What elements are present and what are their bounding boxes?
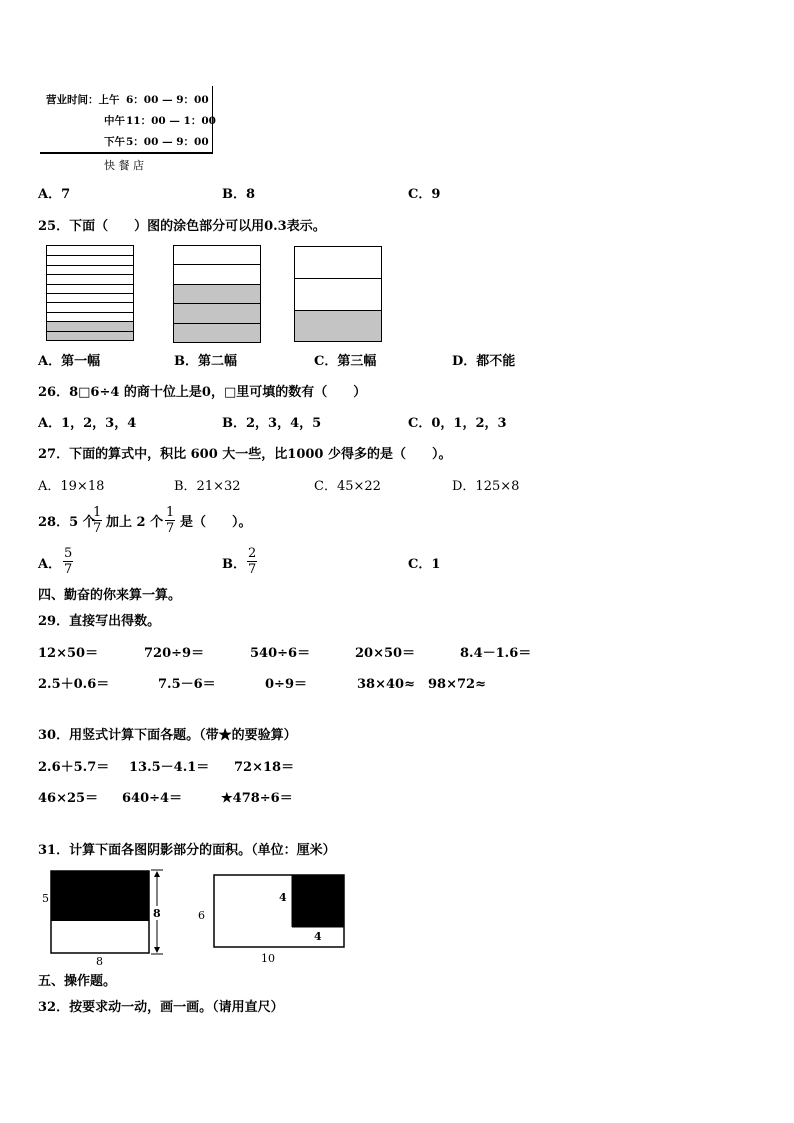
shaded-rectangle [51,871,149,921]
q28-stem-middle: 加上 2 个 [106,515,164,530]
q28-option-a-label[interactable]: A． [38,557,62,572]
bottom-length-label: 8 [96,955,103,966]
q30-item: ★478÷6＝ [221,791,293,806]
q28-stem-end: 是（ ）。 [180,515,252,530]
figure-one-shaded-strip [47,331,133,340]
figure-one-shaded-strip [47,321,133,330]
q25-option-d[interactable]: D．都不能 [452,354,516,369]
figure-one-strip [47,284,133,293]
figure-three-strip [295,278,381,310]
height-label: 6 [198,909,205,922]
q24-option-b[interactable]: B．8 [222,187,256,202]
figure-one-strip [47,312,133,321]
q29-item: 720÷9＝ [144,646,205,661]
q29-item: 20×50＝ [355,646,416,661]
arrow-down-icon [154,947,160,953]
q31-figure-one [40,866,170,966]
q28-option-c[interactable]: C．1 [408,557,441,572]
q32-stem: 32．按要求动一动，画一画。（请用直尺） [38,1000,284,1015]
q31-stem: 31．计算下面各图阴影部分的面积。（单位：厘米） [38,843,336,858]
fraction-numerator: 2 [248,546,257,561]
q25-stem: 25．下面（ ）图的涂色部分可以用0.3表示。 [38,219,326,234]
morning-hours: 6：00 — 9：00 [126,94,209,106]
noon-label: 中午 [104,115,125,127]
fraction-numerator: 5 [64,546,73,561]
q30-item: 72×18＝ [234,760,295,775]
q26-option-b[interactable]: B．2，3，4，5 [222,416,322,431]
q30-item: 2.6＋5.7＝ [38,760,110,775]
figure-one-strip [47,265,133,274]
q29-stem: 29．直接写出得数。 [38,614,161,629]
fraction-denominator: 7 [248,562,257,577]
hours-label: 营业时间：上午 [46,94,120,106]
inner-top-label: 4 [279,891,287,904]
shop-name: 快 餐 店 [104,159,144,172]
fraction-denominator: 7 [64,562,73,577]
q30-stem: 30．用竖式计算下面各题。（带★的要验算） [38,728,297,743]
figure-two-shaded-strip [174,323,260,342]
side-length-label: 5 [42,892,49,905]
figure-two-shaded-strip [174,284,260,303]
fraction-numerator: 1 [166,505,175,520]
figure-one-strip [47,255,133,264]
q28-fraction-one [92,505,102,536]
q28-option-b-label[interactable]: B． [222,557,246,572]
q25-figure-one [46,245,134,341]
figure-one-strip [47,302,133,311]
q29-item: 8.4－1.6＝ [460,646,532,661]
q29-item: 12×50＝ [38,646,99,661]
q27-stem: 27．下面的算式中，积比 600 大一些，比1000 少得多的是（ ）。 [38,447,452,462]
q29-item: 98×72≈ [428,677,486,692]
q26-option-a[interactable]: A．1，2，3，4 [38,416,137,431]
q26-stem: 26．8□6÷4 的商十位上是0，□里可填的数有（ ） [38,385,367,400]
q26-option-c[interactable]: C．0，1，2，3 [408,416,507,431]
q29-item: 0÷9＝ [265,677,307,692]
q27-option-b[interactable]: B．21×32 [174,479,241,494]
figure-three-shaded-strip [295,310,381,341]
q30-item: 13.5－4.1＝ [129,760,210,775]
q29-item: 38×40≈ [357,677,415,692]
q28-stem-start: 28．5 个 [38,515,96,530]
q25-option-c[interactable]: C．第三幅 [314,354,377,369]
q28-option-b-fraction[interactable] [247,546,257,577]
q25-figure-three [294,246,382,342]
arrow-up-icon [154,871,160,877]
q30-item: 640÷4＝ [122,791,183,806]
shaded-square [292,875,344,927]
figure-one-strip [47,274,133,283]
section-five-heading: 五、操作题。 [38,974,117,989]
section-four-heading: 四、勤奋的你来算一算。 [38,588,182,603]
q28-option-a-fraction[interactable] [63,546,73,577]
q28-fraction-two [165,505,175,536]
fraction-denominator: 7 [93,521,102,536]
noon-hours: 11：00 — 1：00 [126,115,216,127]
business-hours-box [40,86,216,154]
afternoon-label: 下午 [104,136,125,148]
q27-option-d[interactable]: D．125×8 [452,479,520,494]
q27-option-a[interactable]: A．19×18 [38,479,105,494]
bottom-length-label: 10 [261,952,275,965]
fraction-numerator: 1 [93,505,102,520]
fraction-denominator: 7 [166,521,175,536]
q29-item: 540÷6＝ [250,646,311,661]
q25-option-a[interactable]: A．第一幅 [38,354,101,369]
afternoon-hours: 5：00 — 9：00 [126,136,209,148]
figure-two-strip [174,264,260,284]
figure-one-strip [47,293,133,302]
q30-item: 46×25＝ [38,791,99,806]
q29-item: 7.5－6＝ [158,677,216,692]
q24-option-c[interactable]: C．9 [408,187,441,202]
inner-bottom-label: 4 [314,930,322,943]
q25-option-b[interactable]: B．第二幅 [174,354,237,369]
q31-figure-two [194,870,354,966]
figure-two-shaded-strip [174,303,260,323]
q29-item: 2.5＋0.6＝ [38,677,110,692]
q25-figure-two [173,245,261,343]
q24-option-a[interactable]: A．7 [38,187,71,202]
height-label: 8 [153,907,161,920]
q27-option-c[interactable]: C．45×22 [314,479,381,494]
